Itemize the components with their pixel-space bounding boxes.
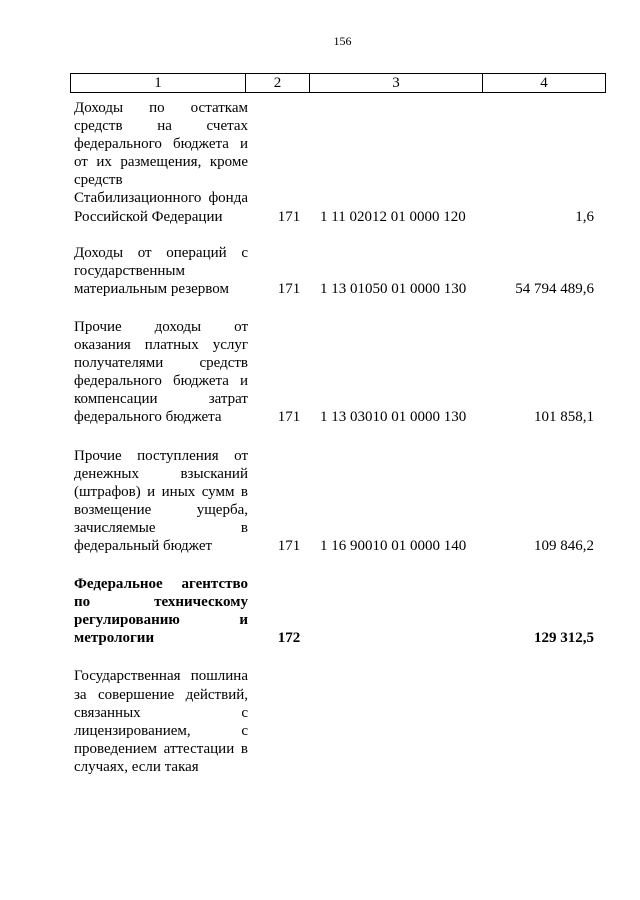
page-number: 156 <box>333 34 352 48</box>
header-col-3: 3 <box>310 74 483 93</box>
row-name: Государственная пошлина за совершение действий, связанных с лицензированием, с проведением аттестации в случаях, если такая <box>74 668 248 775</box>
header-col-4: 4 <box>483 74 606 93</box>
header-col-1: 1 <box>71 74 246 93</box>
table-row <box>74 99 604 226</box>
row-amount: 129 312,5 <box>534 630 594 647</box>
table-row <box>74 667 604 776</box>
table-row <box>74 318 604 427</box>
row-admin-code: 171 <box>277 280 301 297</box>
table-row <box>74 244 604 298</box>
table-row-agency <box>74 575 604 647</box>
row-budget-code: 1 16 90010 01 0000 140 <box>320 537 467 554</box>
row-name: Прочие поступления от денежных взысканий (штрафов) и иных сумм в возмещение ущерба, зачисляемые в федеральный бюджет <box>74 447 248 554</box>
row-name: Доходы по остаткам средств на счетах федерального бюджета и от их размещения, кроме средств Стабилизационного фонда Российской Федерации <box>74 100 248 225</box>
table-body <box>74 99 604 776</box>
row-admin-code: 171 <box>277 537 301 554</box>
row-admin-code: 171 <box>277 409 301 426</box>
row-budget-code: 1 11 02012 01 0000 120 <box>320 208 466 225</box>
row-name: Федеральное агентство по техническому регулированию и метрологии <box>74 576 248 647</box>
row-amount: 109 846,2 <box>534 537 594 554</box>
row-amount: 101 858,1 <box>534 409 594 426</box>
row-name: Доходы от операций с государственным материальным резервом <box>74 244 248 297</box>
row-name: Прочие доходы от оказания платных услуг получателями средств федерального бюджета и компенсации затрат федерального бюджета <box>74 318 248 426</box>
header-col-2: 2 <box>246 74 310 93</box>
row-budget-code: 1 13 03010 01 0000 130 <box>320 409 467 426</box>
row-amount: 54 794 489,6 <box>515 280 594 297</box>
row-budget-code: 1 13 01050 01 0000 130 <box>320 280 467 297</box>
row-admin-code: 172 <box>277 630 301 647</box>
row-admin-code: 171 <box>277 208 301 225</box>
table-header <box>70 73 606 93</box>
table-row <box>74 447 604 556</box>
row-amount: 1,6 <box>575 208 594 225</box>
